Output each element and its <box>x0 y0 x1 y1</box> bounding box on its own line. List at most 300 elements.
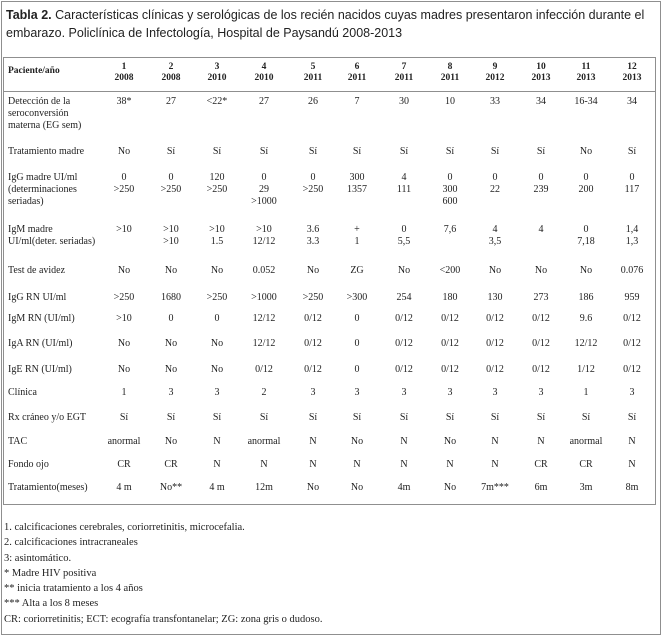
patient-number: 10 <box>536 62 546 72</box>
table-cell <box>102 313 146 325</box>
cell-line: >250 <box>206 184 228 195</box>
cell-line: Sí <box>308 146 318 157</box>
cell-line: No <box>164 364 178 375</box>
cell-line: >10 <box>116 313 132 324</box>
table-cell <box>428 364 472 376</box>
table-cell <box>519 459 563 471</box>
patient-year: 2011 <box>394 73 414 83</box>
cell-line: 33 <box>490 96 500 107</box>
cell-line: 6m <box>534 482 548 493</box>
cell-line: Sí <box>627 412 637 423</box>
row-label-line: IgE RN (UI/ml) <box>8 364 72 375</box>
table-cell <box>382 96 426 108</box>
cell-line: >300 <box>346 292 368 303</box>
table-cell <box>291 387 335 399</box>
table-cell <box>473 224 517 248</box>
table-cell <box>473 313 517 325</box>
table-cell <box>382 387 426 399</box>
table-cell <box>335 436 379 448</box>
row-label <box>8 364 72 376</box>
table-cell <box>102 172 146 196</box>
cell-line: 0/12 <box>441 364 459 375</box>
cell-line: 4m <box>397 482 411 493</box>
table-cell <box>335 338 379 350</box>
table-cell <box>335 146 379 158</box>
table-cell <box>382 436 426 448</box>
cell-line: N <box>309 436 317 447</box>
column-header <box>335 62 379 84</box>
cell-line: 8m <box>625 482 639 493</box>
table-cell <box>291 96 335 108</box>
row-label-line: TAC <box>8 436 28 447</box>
table-cell <box>149 436 193 448</box>
cell-line: 1357 <box>347 184 367 195</box>
cell-line: Sí <box>166 146 176 157</box>
row-label-line: IgM madre <box>8 224 53 235</box>
footnote-line: CR: coriorretinitis; ECT: ecografía transfontanelar; ZG: zona gris o dudoso. <box>4 613 323 625</box>
cell-line: 300 <box>349 172 365 183</box>
table-cell <box>335 96 379 108</box>
cell-line: Sí <box>212 146 222 157</box>
table-cell <box>195 387 239 399</box>
row-label-line: IgG RN UI/ml <box>8 292 67 303</box>
cell-line: 0 <box>354 313 360 324</box>
table-cell <box>242 292 286 304</box>
patient-number: 1 <box>121 62 127 72</box>
table-cell <box>519 338 563 350</box>
table-cell <box>473 292 517 304</box>
cell-line: 0 <box>492 172 498 183</box>
cell-line: No <box>164 436 178 447</box>
row-label <box>8 96 81 132</box>
cell-line: Sí <box>166 412 176 423</box>
cell-line: Sí <box>627 146 637 157</box>
cell-line: Sí <box>490 412 500 423</box>
caption-label: Tabla 2. <box>6 8 52 22</box>
table-cell <box>242 412 286 424</box>
table-cell <box>382 338 426 350</box>
cell-line: 4 m <box>209 482 225 493</box>
table-cell <box>610 146 654 158</box>
cell-line: No <box>210 364 224 375</box>
cell-line: No <box>210 338 224 349</box>
row-label-line: Clínica <box>8 387 37 398</box>
column-header <box>291 62 335 84</box>
cell-line: 7,6 <box>443 224 457 235</box>
table-cell <box>102 482 146 494</box>
cell-line: 273 <box>533 292 549 303</box>
row-label-line: UI/ml(deter. seriadas) <box>8 236 96 247</box>
cell-line: N <box>491 459 499 470</box>
cell-line: CR <box>579 459 593 470</box>
table-cell <box>519 146 563 158</box>
cell-line: 0/12 <box>623 364 641 375</box>
cell-line: Sí <box>259 146 269 157</box>
patient-number: 2 <box>168 62 174 72</box>
table-cell <box>473 338 517 350</box>
cell-line: 0/12 <box>441 338 459 349</box>
table-cell <box>149 313 193 325</box>
cell-line: 0 <box>310 172 316 183</box>
cell-line: 0 <box>583 224 589 235</box>
cell-line: >10 <box>209 224 225 235</box>
cell-line: 0/12 <box>304 313 322 324</box>
data-table <box>3 57 656 505</box>
table-cell <box>102 96 146 108</box>
cell-line: 3 <box>447 387 453 398</box>
table-cell <box>382 313 426 325</box>
cell-line: <22* <box>206 96 228 107</box>
cell-line: 0 <box>583 172 589 183</box>
table-cell <box>242 313 286 325</box>
row-label-line: Tratamiento(meses) <box>8 482 88 493</box>
table-cell <box>195 364 239 376</box>
cell-line: 12/12 <box>252 313 276 324</box>
cell-line: 0/12 <box>532 338 550 349</box>
row-label-line: IgA RN (UI/ml) <box>8 338 73 349</box>
cell-line: 0 <box>214 313 220 324</box>
cell-line: N <box>260 459 268 470</box>
column-header <box>473 62 517 84</box>
table-cell <box>195 146 239 158</box>
footnote-line: ** inicia tratamiento a los 4 años <box>4 583 143 595</box>
footnotes <box>4 520 322 627</box>
table-cell <box>242 224 286 248</box>
patient-number: 11 <box>581 62 591 72</box>
patient-year: 2011 <box>440 73 460 83</box>
cell-line: 3 <box>538 387 544 398</box>
cell-line: Sí <box>490 146 500 157</box>
cell-line: No <box>350 436 364 447</box>
cell-line: 10 <box>445 96 455 107</box>
cell-line: 3.3 <box>306 236 320 247</box>
table-cell <box>610 96 654 108</box>
cell-line: 3 <box>492 387 498 398</box>
table-cell <box>473 172 517 196</box>
column-header <box>102 62 146 84</box>
table-cell <box>149 482 193 494</box>
cell-line: >10 <box>163 236 179 247</box>
table-cell <box>382 412 426 424</box>
cell-line: 0.076 <box>620 265 644 276</box>
table-cell <box>382 482 426 494</box>
table-cell <box>610 387 654 399</box>
cell-line: 0 <box>629 172 635 183</box>
table-cell <box>149 364 193 376</box>
table-cell <box>242 364 286 376</box>
table-cell <box>291 338 335 350</box>
table-cell <box>382 364 426 376</box>
cell-line: Sí <box>399 146 409 157</box>
table-cell <box>564 313 608 325</box>
cell-line: Sí <box>352 412 362 423</box>
cell-line: >10 <box>256 224 272 235</box>
cell-line: No <box>117 364 131 375</box>
cell-line: 186 <box>578 292 594 303</box>
cell-line: 4 m <box>116 482 132 493</box>
cell-line: 111 <box>396 184 412 195</box>
table-cell <box>382 265 426 277</box>
cell-line: 0/12 <box>395 364 413 375</box>
table-cell <box>519 96 563 108</box>
table-cell <box>149 338 193 350</box>
table-cell <box>149 172 193 196</box>
patient-number: 9 <box>492 62 498 72</box>
cell-line: Sí <box>445 146 455 157</box>
table-cell <box>195 412 239 424</box>
table-cell <box>335 172 379 196</box>
patient-year: 2013 <box>622 73 642 83</box>
footnote-line: 2. calcificaciones intracraneales <box>4 537 138 549</box>
row-label-line: seriadas) <box>8 196 44 207</box>
table-cell <box>428 313 472 325</box>
table-cell <box>610 292 654 304</box>
cell-line: 4 <box>401 172 407 183</box>
cell-line: 3,5 <box>488 236 502 247</box>
cell-line: 1 <box>583 387 589 398</box>
table-cell <box>428 172 472 208</box>
cell-line: 3 <box>629 387 635 398</box>
table-cell <box>149 96 193 108</box>
table-cell <box>195 292 239 304</box>
cell-line: No <box>443 482 457 493</box>
table-cell <box>102 146 146 158</box>
cell-line: >1000 <box>251 292 277 303</box>
patient-year: 2010 <box>254 73 274 83</box>
table-cell <box>242 96 286 108</box>
cell-line: ZG <box>350 265 364 276</box>
cell-line: 0/12 <box>623 338 641 349</box>
table-cell <box>564 224 608 248</box>
cell-line: >10 <box>116 224 132 235</box>
patient-year: 2013 <box>531 73 551 83</box>
cell-line: 7m*** <box>481 482 509 493</box>
cell-line: 12/12 <box>252 338 276 349</box>
cell-line: N <box>400 436 408 447</box>
cell-line: 1680 <box>161 292 181 303</box>
cell-line: >250 <box>113 184 135 195</box>
table-cell <box>291 364 335 376</box>
table-cell <box>428 459 472 471</box>
row-label-line: Detección de la <box>8 96 71 107</box>
cell-line: No <box>488 265 502 276</box>
cell-line: No <box>579 146 593 157</box>
table-cell <box>564 482 608 494</box>
cell-line: 3 <box>310 387 316 398</box>
cell-line: N <box>628 436 636 447</box>
patient-year: 2013 <box>576 73 596 83</box>
table-cell <box>102 387 146 399</box>
table-cell <box>519 172 563 196</box>
table-cell <box>335 313 379 325</box>
table-cell <box>242 482 286 494</box>
row-label-line: seroconversión <box>8 108 69 119</box>
table-cell <box>473 364 517 376</box>
table-cell <box>195 459 239 471</box>
cell-line: 3 <box>401 387 407 398</box>
row-label <box>8 292 66 304</box>
cell-line: No <box>117 265 131 276</box>
patient-number: 7 <box>401 62 407 72</box>
patient-number: 3 <box>214 62 220 72</box>
table-cell <box>519 265 563 277</box>
cell-line: 0/12 <box>395 338 413 349</box>
cell-line: CR <box>117 459 131 470</box>
table-cell <box>195 436 239 448</box>
table-cell <box>519 313 563 325</box>
table-cell <box>195 172 239 196</box>
caption-text: Características clínicas y serológicas de los recién nacidos cuyas madres presentaron infección durante el embarazo. Policlínica de Infectología, Hospital de Paysandú 2008-2013 <box>6 8 645 40</box>
row-label <box>8 387 37 399</box>
table-cell <box>564 459 608 471</box>
table-cell <box>195 338 239 350</box>
row-label <box>8 265 65 277</box>
patient-year: 2008 <box>114 73 134 83</box>
cell-line: Sí <box>212 412 222 423</box>
table-cell <box>428 436 472 448</box>
footnote-line: 3: asintomático. <box>4 552 72 564</box>
cell-line: 0/12 <box>395 313 413 324</box>
cell-line: No <box>117 146 131 157</box>
table-cell <box>428 412 472 424</box>
table-cell <box>473 265 517 277</box>
cell-line: No <box>443 436 457 447</box>
table-cell <box>564 146 608 158</box>
table-cell <box>473 459 517 471</box>
cell-line: 30 <box>399 96 409 107</box>
cell-line: No <box>534 265 548 276</box>
cell-line: 200 <box>578 184 594 195</box>
cell-line: >10 <box>163 224 179 235</box>
cell-line: 0 <box>261 172 267 183</box>
row-label <box>8 338 72 350</box>
cell-line: Sí <box>581 412 591 423</box>
table-cell <box>149 265 193 277</box>
table-cell <box>473 96 517 108</box>
table-cell <box>428 146 472 158</box>
cell-line: 0 <box>168 172 174 183</box>
table-cell <box>195 224 239 248</box>
cell-line: Sí <box>536 146 546 157</box>
cell-line: 1.5 <box>210 236 224 247</box>
cell-line: 34 <box>536 96 546 107</box>
table-cell <box>149 412 193 424</box>
table-cell <box>149 224 193 248</box>
cell-line: 34 <box>627 96 637 107</box>
cell-line: 5,5 <box>397 236 411 247</box>
cell-line: 0/12 <box>255 364 273 375</box>
table-cell <box>564 292 608 304</box>
table-cell <box>519 224 563 236</box>
table-cell <box>291 172 335 196</box>
table-cell <box>335 364 379 376</box>
cell-line: No <box>306 482 320 493</box>
cell-line: 0 <box>168 313 174 324</box>
cell-line: N <box>491 436 499 447</box>
cell-line: 29 <box>259 184 269 195</box>
cell-line: 1,3 <box>625 236 639 247</box>
row-label-line: Fondo ojo <box>8 459 49 470</box>
table-cell <box>473 412 517 424</box>
table-cell <box>102 338 146 350</box>
table-cell <box>519 364 563 376</box>
cell-line: No <box>350 482 364 493</box>
cell-line: N <box>628 459 636 470</box>
cell-line: 0/12 <box>623 313 641 324</box>
table-cell <box>428 387 472 399</box>
footnote-line: 1. calcificaciones cerebrales, coriorretinitis, microcefalia. <box>4 522 245 533</box>
patient-number: 5 <box>310 62 316 72</box>
table-cell <box>610 265 654 277</box>
table-cell <box>382 292 426 304</box>
column-header <box>610 62 654 84</box>
header-divider <box>4 91 655 92</box>
row-label <box>8 313 75 325</box>
table-cell <box>335 412 379 424</box>
cell-line: 9.6 <box>579 313 593 324</box>
column-header <box>519 62 563 84</box>
table-cell <box>428 96 472 108</box>
column-header <box>382 62 426 84</box>
cell-line: >1000 <box>251 196 277 207</box>
column-header <box>428 62 472 84</box>
cell-line: 3.6 <box>306 224 320 235</box>
table-cell <box>291 412 335 424</box>
table-cell <box>428 482 472 494</box>
column-header <box>195 62 239 84</box>
table-cell <box>564 412 608 424</box>
footnote-line: *** Alta a los 8 meses <box>4 598 99 610</box>
table-cell <box>335 482 379 494</box>
table-cell <box>102 292 146 304</box>
table-cell <box>382 459 426 471</box>
cell-line: 1,4 <box>625 224 639 235</box>
cell-line: 0/12 <box>486 313 504 324</box>
cell-line: No <box>397 265 411 276</box>
table-cell <box>195 313 239 325</box>
table-cell <box>564 96 608 108</box>
cell-line: 600 <box>442 196 458 207</box>
table-cell <box>564 436 608 448</box>
row-label <box>8 412 86 424</box>
cell-line: 7,18 <box>577 236 595 247</box>
cell-line: >250 <box>302 184 324 195</box>
cell-line: 120 <box>209 172 225 183</box>
table-cell <box>473 387 517 399</box>
cell-line: anormal <box>247 436 281 447</box>
table-cell <box>382 224 426 248</box>
table-cell <box>564 172 608 196</box>
table-cell <box>335 292 379 304</box>
cell-line: 4 <box>492 224 498 235</box>
cell-line: <200 <box>439 265 461 276</box>
table-cell <box>428 265 472 277</box>
table-cell <box>291 313 335 325</box>
cell-line: >250 <box>302 292 324 303</box>
cell-line: 130 <box>487 292 503 303</box>
table-cell <box>382 146 426 158</box>
cell-line: Sí <box>399 412 409 423</box>
cell-line: 3m <box>579 482 593 493</box>
cell-line: 0 <box>401 224 407 235</box>
cell-line: CR <box>534 459 548 470</box>
cell-line: 12/12 <box>252 236 276 247</box>
table-cell <box>564 364 608 376</box>
table-cell <box>102 224 146 236</box>
cell-line: 16-34 <box>574 96 598 107</box>
patient-year: 2011 <box>347 73 367 83</box>
table-cell <box>610 172 654 196</box>
